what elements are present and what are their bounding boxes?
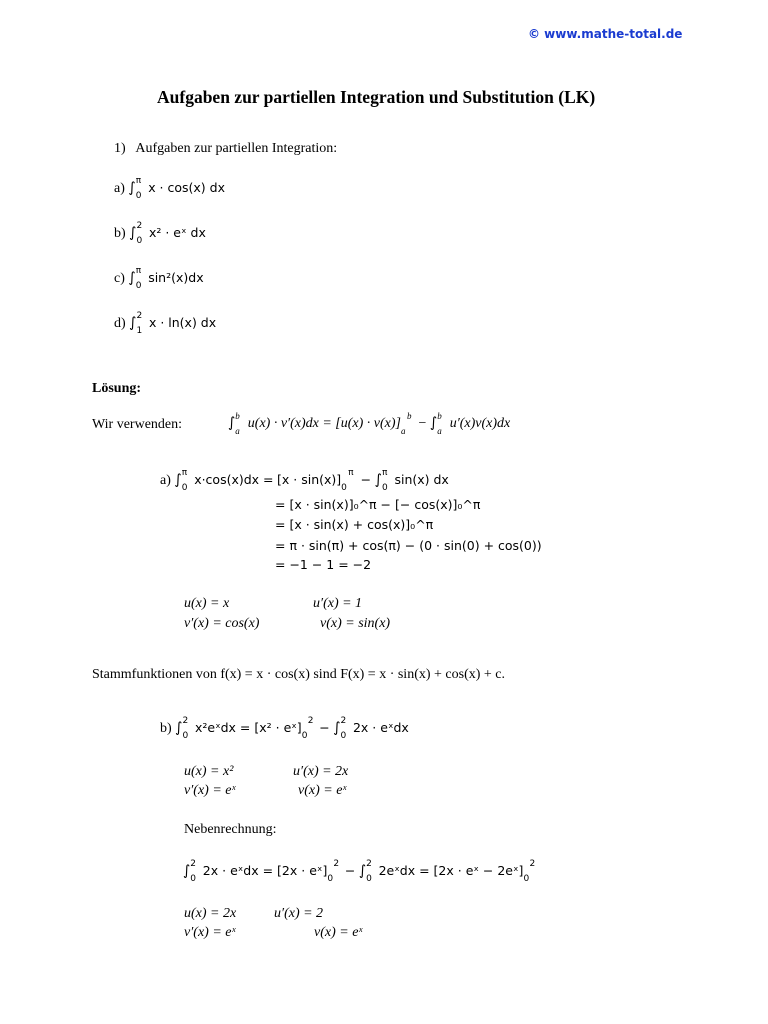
section-label: Aufgaben zur partiellen Integration: [135, 141, 338, 156]
nebenrechnung-line: ∫ 2 0 2x · eˣdx = [2x · eˣ] 2 0 − ∫ 2 0 2eˣdx = [2x · eˣ − 2eˣ] 2 0 [183, 859, 536, 884]
integral-sign: ∫ [128, 270, 136, 287]
solution-a-line-3: = [x · sin(x) + cos(x)]₀^π [275, 517, 434, 532]
section-heading [114, 141, 337, 157]
solution-a-line-5: = −1 − 1 = −2 [275, 557, 372, 572]
nebenrechnung-label: Nebenrechnung: [184, 822, 277, 837]
solution-a-line-4: = π · sin(π) + cos(π) − (0 · sin(0) + cos(0)) [275, 538, 542, 553]
n-du: u′(x) = 2 [274, 906, 324, 921]
integrand: sin²(x)dx [148, 270, 204, 286]
integrand: x² · eˣ dx [148, 225, 206, 241]
upper-limit: 2 [136, 311, 143, 321]
lower-limit: 0 [135, 281, 142, 291]
solution-heading: Lösung: [92, 381, 142, 396]
task-label: b) [114, 226, 126, 242]
b-du: u′(x) = 2x [293, 764, 349, 779]
task-label: c) [114, 271, 125, 287]
integral-sign: ∫ [129, 315, 137, 332]
a-v: v(x) = sin(x) [320, 616, 391, 631]
copyright-link[interactable]: © www.mathe-total.de [528, 27, 683, 41]
n-v: v(x) = eˣ [314, 925, 363, 940]
solution-b-line-1: b) ∫ 2 0 x²eˣdx = [x² · eˣ] 2 0 − ∫ 2 0 2x · eˣdx [160, 716, 409, 741]
upper-limit: 2 [136, 221, 143, 231]
solution-label: a) [160, 473, 171, 489]
integrand: x · ln(x) dx [148, 315, 217, 331]
a-du: u′(x) = 1 [313, 596, 363, 611]
solution-intro: Wir verwenden: [92, 417, 183, 432]
section-number: 1) [114, 141, 126, 156]
task-label: a) [114, 181, 125, 197]
task-c [114, 268, 204, 290]
a-dv: v′(x) = cos(x) [184, 616, 260, 631]
integrand: x · cos(x) dx [148, 180, 225, 196]
formula-left: u(x) · v′(x)dx = [u(x) · v(x)] [247, 416, 401, 432]
n-dv: v′(x) = eˣ [184, 925, 236, 940]
upper-limit: π [135, 176, 142, 186]
b-v: v(x) = eˣ [298, 783, 347, 798]
solution-a-line-2: = [x · sin(x)]₀^π − [− cos(x)]₀^π [275, 497, 481, 512]
solution-label: b) [160, 721, 172, 737]
lower-limit: 0 [135, 191, 142, 201]
n-u: u(x) = 2x [184, 906, 237, 921]
task-a [114, 178, 225, 200]
b-u: u(x) = x² [184, 764, 234, 779]
integral-sign: ∫ [128, 180, 136, 197]
task-b [114, 223, 206, 245]
upper-limit: π [135, 266, 142, 276]
page-title: Aufgaben zur partiellen Integration und Substitution (LK) [157, 87, 596, 107]
stammfunktion-text: Stammfunktionen von f(x) = x · cos(x) sind F(x) = x · sin(x) + cos(x) + c. [92, 667, 506, 682]
lower-limit: 1 [136, 326, 143, 336]
task-d [114, 313, 216, 335]
b-dv: v′(x) = eˣ [184, 783, 236, 798]
lower-limit: 0 [136, 236, 143, 246]
partial-integration-formula: ∫ b a u(x) · v′(x)dx = [u(x) · v(x)] b a − ∫ b a u′(x)v(x)dx [228, 411, 511, 436]
solution-a-line-1: a) ∫ π 0 x·cos(x)dx = [x · sin(x)] π 0 − ∫ π 0 sin(x) dx [160, 468, 449, 493]
formula-right: u′(x)v(x)dx [449, 416, 511, 432]
integral-sign: ∫ [129, 225, 137, 242]
a-u: u(x) = x [184, 596, 230, 611]
task-label: d) [114, 316, 126, 332]
